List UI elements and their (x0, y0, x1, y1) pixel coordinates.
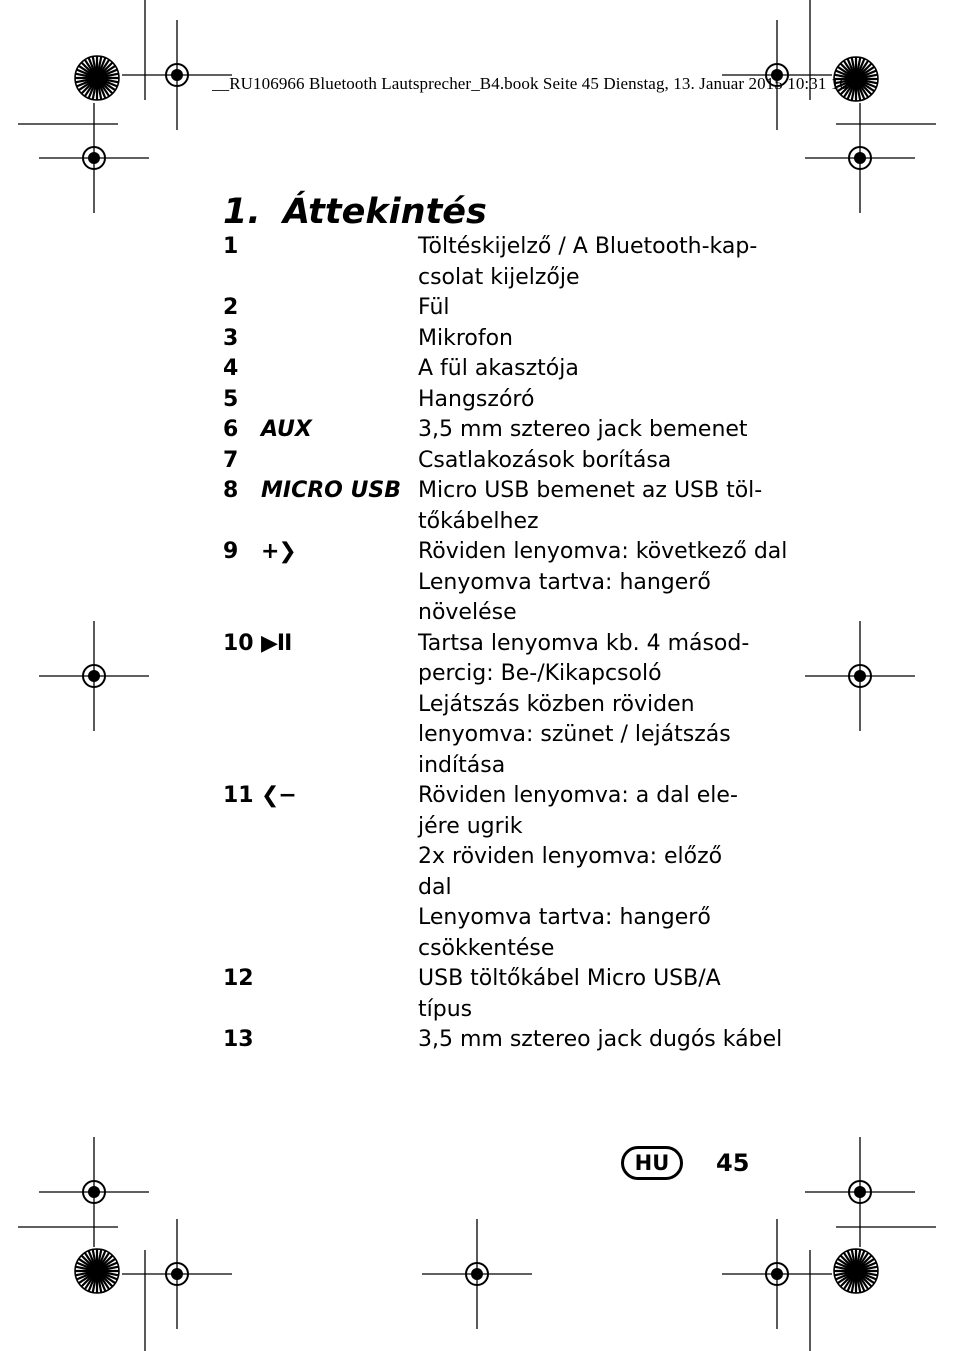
part-row-9 (223, 537, 788, 629)
part-number: 6 (223, 417, 239, 442)
previous-volume-down-icon: ❮− (261, 783, 296, 808)
part-row-4 (223, 354, 783, 385)
part-number: 4 (223, 356, 239, 381)
part-description: USB töltőkábel Micro USB/A típus (418, 966, 721, 1022)
part-row-8 (223, 476, 783, 537)
part-number: 7 (223, 447, 239, 473)
part-description: 3,5 mm sztereo jack bemenet (418, 417, 748, 442)
section-title: Áttekintés (283, 192, 487, 232)
part-row-2 (223, 293, 783, 324)
part-row-6 (223, 415, 783, 446)
part-number: 9 (223, 539, 239, 564)
part-row-1 (223, 232, 783, 293)
part-description: 3,5 mm sztereo jack dugós kábel (418, 1027, 783, 1052)
part-number: 12 (223, 966, 254, 991)
part-description: Röviden lenyomva: következő dal Lenyomva tartva: hangerő növelése (418, 539, 788, 625)
part-label: MICRO USB (261, 478, 402, 503)
part-description: Csatlakozások borítása (418, 447, 672, 473)
part-description: Hangszóró (418, 386, 535, 412)
volume-up-next-icon: +❯ (261, 539, 296, 564)
section-number: 1. (223, 192, 261, 232)
part-description: Röviden lenyomva: a dal ele- jére ugrik 2x röviden lenyomva: előző dal Lenyomva tartva: hangerő csökkentése (418, 783, 738, 961)
part-number: 3 (223, 325, 239, 351)
part-number: 8 (223, 478, 239, 503)
part-row-12 (223, 964, 783, 1025)
part-label: AUX (261, 417, 312, 442)
section-heading (223, 190, 487, 234)
part-description: Tartsa lenyomva kb. 4 másod- percig: Be-/Kikapcsoló Lejátszás közben röviden lenyomva: szünet / lejátszás indítása (418, 630, 750, 778)
part-number: 11 (223, 783, 254, 808)
part-description: Töltéskijelző / A Bluetooth-kap- csolat kijelzője (418, 234, 758, 290)
part-row-10 (223, 629, 783, 782)
play-pause-icon: ▶II (261, 630, 292, 656)
part-number: 10 (223, 630, 254, 656)
part-number: 5 (223, 386, 239, 412)
parts-list (223, 232, 788, 1056)
part-description: Fül (418, 295, 450, 320)
part-number: 1 (223, 234, 239, 259)
part-row-11 (223, 781, 783, 964)
part-number: 13 (223, 1027, 254, 1052)
part-row-5 (223, 385, 783, 416)
part-description: A fül akasztója (418, 356, 579, 381)
language-badge: HU (621, 1146, 683, 1180)
page-number: 45 (716, 1149, 750, 1177)
print-header-line: __RU106966 Bluetooth Lautsprecher_B4.book Seite 45 Dienstag, 13. Januar 2015 10:31 10 (212, 74, 848, 93)
part-row-7 (223, 446, 783, 477)
part-number: 2 (223, 295, 239, 320)
part-row-3 (223, 324, 783, 355)
part-row-13 (223, 1025, 783, 1056)
part-description: Mikrofon (418, 325, 514, 351)
part-description: Micro USB bemenet az USB töl- tőkábelhez (418, 478, 763, 534)
